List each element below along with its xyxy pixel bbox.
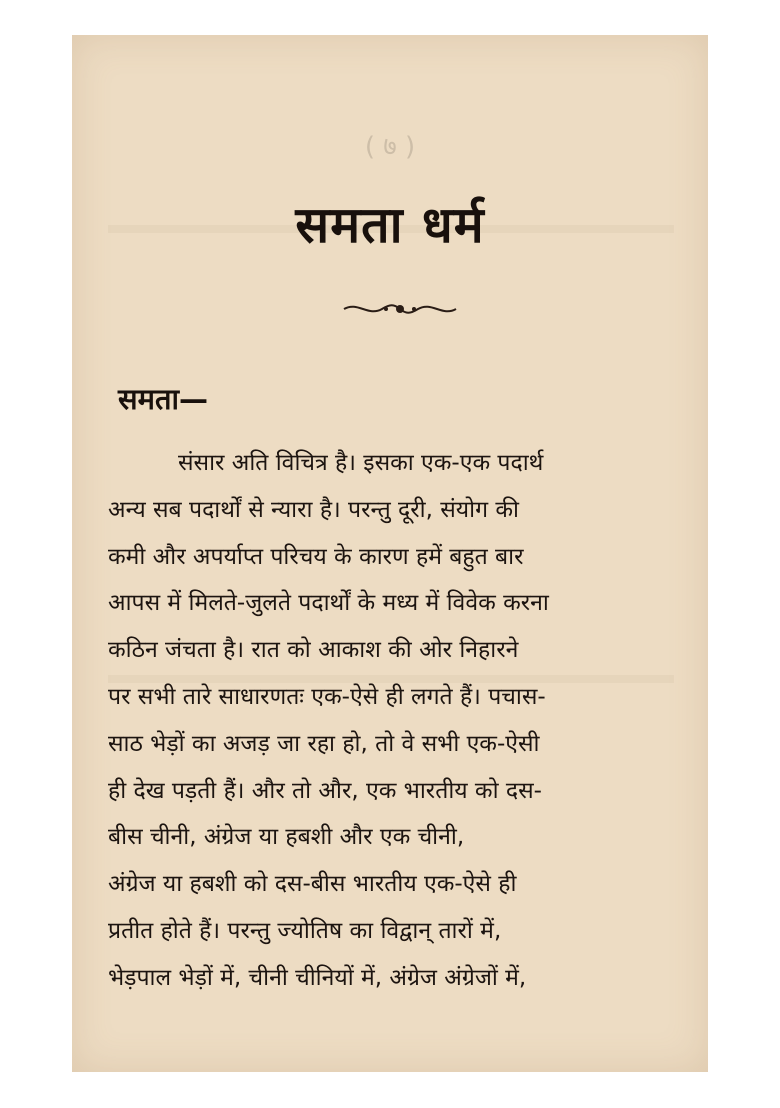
paragraph-line: भेड़पाल भेड़ों में, चीनी चीनियों में, अंग्रेज अंग्रेजों में, bbox=[108, 964, 527, 991]
paragraph-line: आपस में मिलते-जुलते पदार्थों के मध्य में विवेक करना bbox=[108, 590, 549, 617]
paragraph-line: संसार अति विचित्र है। इसका एक-एक पदार्थ bbox=[178, 450, 544, 476]
paragraph-line: अन्य सब पदार्थों से न्यारा है। परन्तु दूरी, संयोग की bbox=[108, 496, 519, 523]
paragraph-line: साठ भेड़ों का अजड़ जा रहा हो, तो वे सभी एक-ऐसी bbox=[108, 730, 540, 757]
paragraph-line: कठिन जंचता है। रात को आकाश की ओर निहारने bbox=[108, 637, 519, 664]
page-number: ( ७ ) bbox=[364, 132, 416, 162]
paragraph-line: ही देख पड़ती हैं। और तो और, एक भारतीय को दस- bbox=[108, 777, 542, 804]
paragraph-line: बीस चीनी, अंग्रेज या हबशी और एक चीनी, bbox=[108, 824, 465, 851]
paragraph-line: पर सभी तारे साधारणतः एक-ऐसे ही लगते हैं। पचास- bbox=[108, 683, 546, 710]
paragraph bbox=[108, 440, 674, 1002]
paragraph-line: अंग्रेज या हबशी को दस-बीस भारतीय एक-ऐसे ही bbox=[108, 871, 517, 898]
paragraph-line: प्रतीत होते हैं। परन्तु ज्योतिष का विद्वान् तारों में, bbox=[108, 917, 502, 944]
paragraph-line: कमी और अपर्याप्त परिचय के कारण हमें बहुत बार bbox=[108, 543, 524, 570]
section-heading: समता— bbox=[118, 382, 208, 416]
book-page bbox=[72, 35, 708, 1072]
ornament-divider-icon bbox=[340, 297, 460, 321]
chapter-title: समता धर्म bbox=[295, 196, 485, 254]
